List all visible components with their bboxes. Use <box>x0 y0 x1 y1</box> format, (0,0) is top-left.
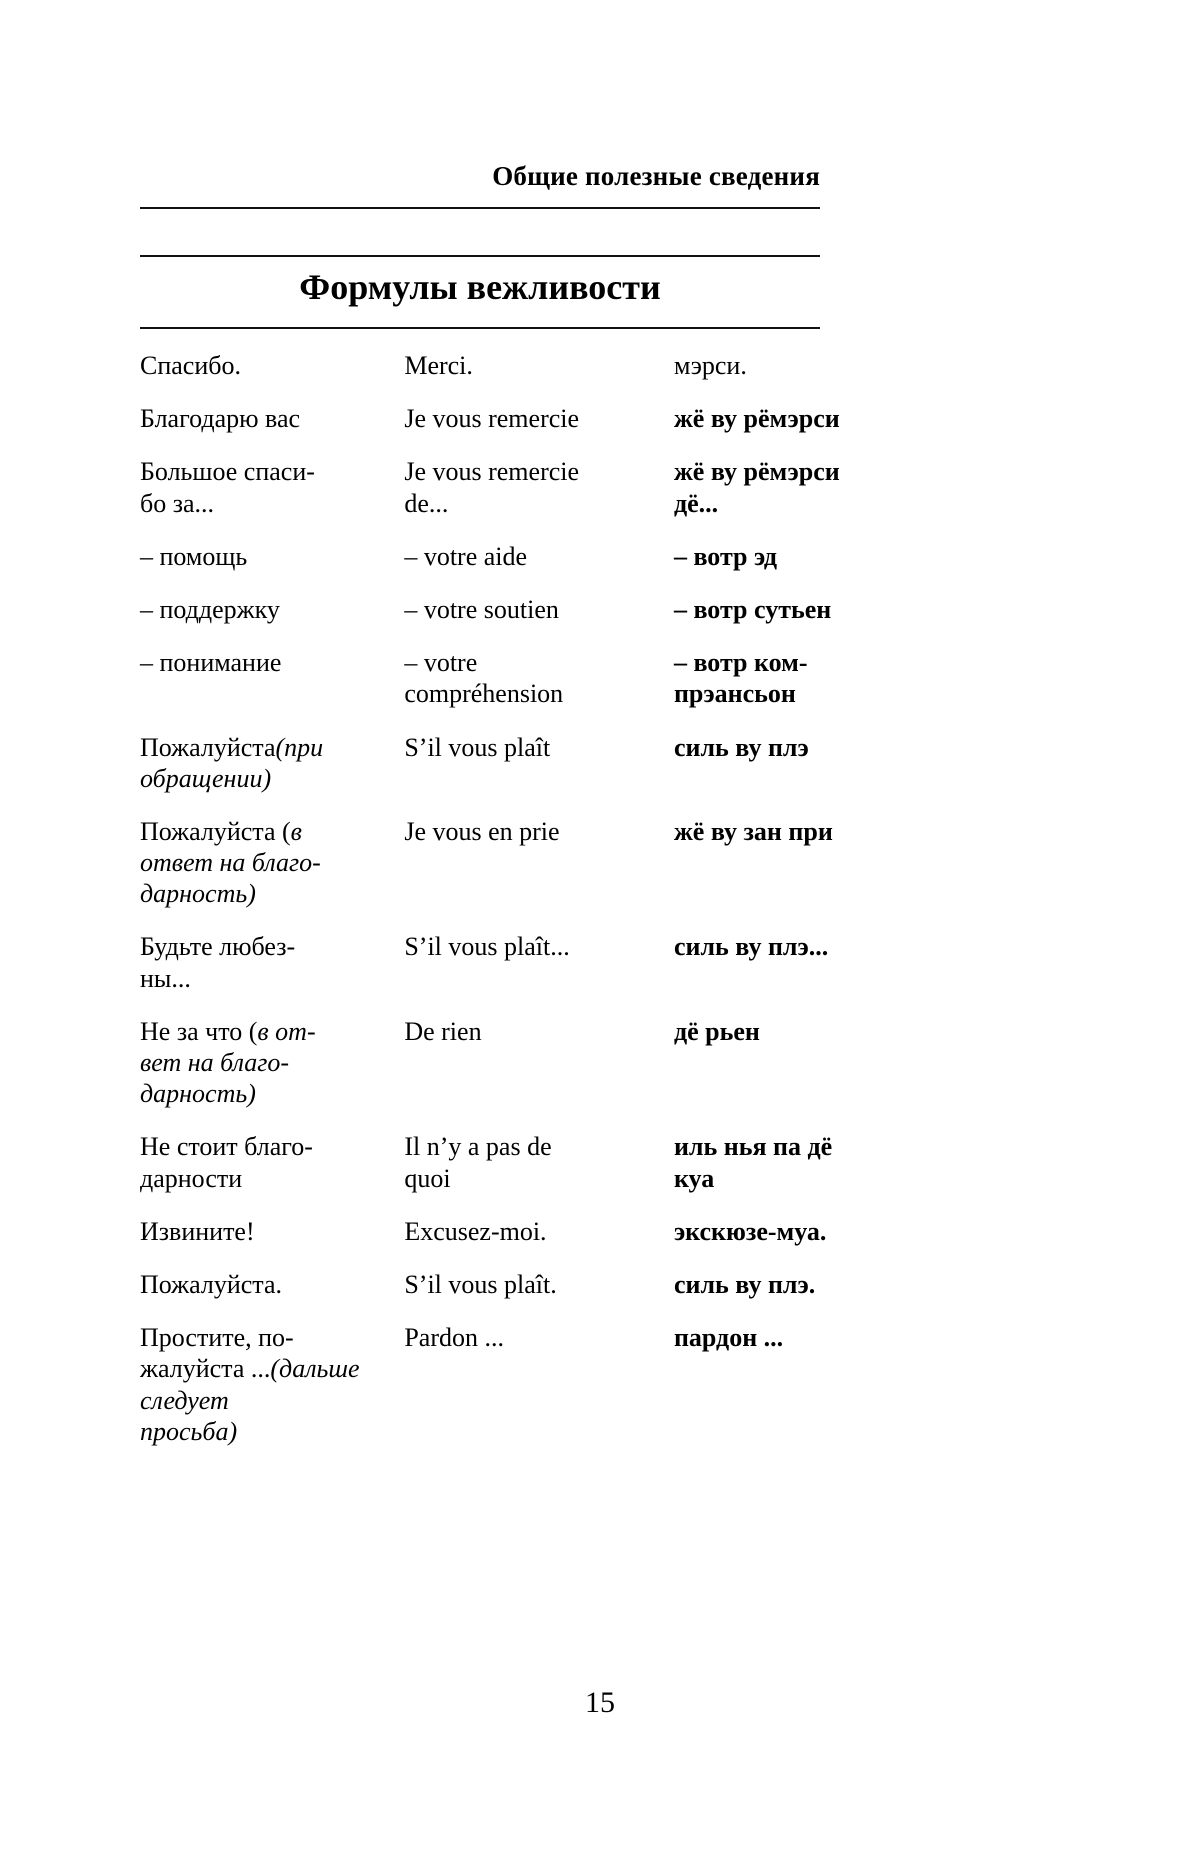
phrase-russian: – помощь <box>140 541 248 571</box>
phrase-french: S’il vous plaît. <box>404 1269 557 1299</box>
rule-middle <box>140 255 820 257</box>
phrase-transcription: жё ву рёмэрси <box>673 404 840 434</box>
phrase-french: Il n’y a pas de quoi <box>404 1132 552 1193</box>
phrase-russian: Простите, по- жалуйста ...(дальше следует просьба) <box>140 1323 360 1446</box>
running-head: Общие полезные сведения <box>492 161 820 191</box>
section-title: Формулы вежливости <box>299 267 661 307</box>
table-row <box>140 732 970 816</box>
phrase-russian-note: в от- вет на благо- дарность) <box>140 1016 316 1109</box>
table-row <box>140 456 970 540</box>
phrase-french: De rien <box>404 1016 482 1046</box>
phrase-russian-note: (дальше следует просьба) <box>140 1354 360 1446</box>
phrase-russian: Пожалуйста(при обращении) <box>140 732 324 793</box>
phrase-french: Je vous remercie de... <box>404 457 580 518</box>
phrase-table <box>140 350 970 1469</box>
phrase-french: Je vous en prie <box>404 816 560 846</box>
phrase-french: Merci. <box>404 351 473 380</box>
phrase-russian: Благодарю вас <box>140 404 301 434</box>
phrase-russian: Будьте любез- ны... <box>140 932 296 993</box>
phrase-transcription: жё ву зан при <box>673 816 833 846</box>
rule-bottom <box>140 327 820 329</box>
table-row <box>140 350 970 403</box>
phrase-french: – votre soutien <box>404 594 559 624</box>
phrase-russian: Спасибо. <box>140 351 241 380</box>
table-row <box>140 541 970 594</box>
table-row <box>140 1269 970 1322</box>
phrase-french: Pardon ... <box>404 1323 504 1353</box>
phrase-transcription: – вотр ком- прэансьон <box>673 648 808 709</box>
table-row <box>140 1216 970 1269</box>
phrase-french: – votre compréhension <box>404 648 564 709</box>
phrase-russian-note: в ответ на благо- дарность) <box>140 816 321 909</box>
page-number: 15 <box>585 1686 615 1719</box>
phrase-transcription: пардон ... <box>673 1323 784 1353</box>
phrase-french: – votre aide <box>404 541 528 571</box>
phrase-french: Je vous remercie <box>404 404 580 434</box>
phrase-transcription: – вотр эд <box>673 541 778 571</box>
table-row <box>140 1016 970 1132</box>
phrase-transcription: – вотр сутьен <box>673 594 832 624</box>
phrase-french: S’il vous plaît... <box>404 932 570 962</box>
phrase-transcription: жё ву рёмэрси дё... <box>673 457 840 518</box>
phrase-transcription: иль нья па дё куа <box>673 1132 833 1193</box>
phrase-transcription: экскюзе-муа. <box>673 1216 827 1246</box>
phrase-russian: Пожалуйста. <box>140 1269 283 1299</box>
phrase-russian: Пожалуйста (в ответ на благо- дарность) <box>140 816 321 909</box>
phrase-french: Excusez-moi. <box>404 1216 547 1246</box>
phrase-transcription: силь ву плэ. <box>673 1269 816 1299</box>
table-row <box>140 931 970 1015</box>
table-row <box>140 1131 970 1215</box>
phrase-russian: – понимание <box>140 648 282 678</box>
phrase-russian: – поддержку <box>140 594 280 624</box>
phrase-transcription: мэрси. <box>673 351 747 380</box>
table-row <box>140 816 970 932</box>
phrase-russian: Не стоит благо- дарности <box>140 1132 313 1193</box>
phrase-russian: Извините! <box>140 1216 255 1246</box>
table-row <box>140 594 970 647</box>
phrase-transcription: силь ву плэ <box>673 732 809 762</box>
phrase-russian: Не за что (в от- вет на благо- дарность) <box>140 1016 316 1109</box>
phrase-table-body <box>140 350 970 1469</box>
phrase-transcription: дё рьен <box>673 1016 760 1046</box>
phrase-russian-note: (при обращении) <box>140 732 324 793</box>
table-row <box>140 403 970 456</box>
table-row <box>140 647 970 731</box>
phrase-russian: Большое спаси- бо за... <box>140 457 315 518</box>
phrase-transcription: силь ву плэ... <box>673 932 829 962</box>
rule-top <box>140 207 820 209</box>
table-row <box>140 1322 970 1469</box>
phrase-french: S’il vous plaît <box>404 732 551 762</box>
